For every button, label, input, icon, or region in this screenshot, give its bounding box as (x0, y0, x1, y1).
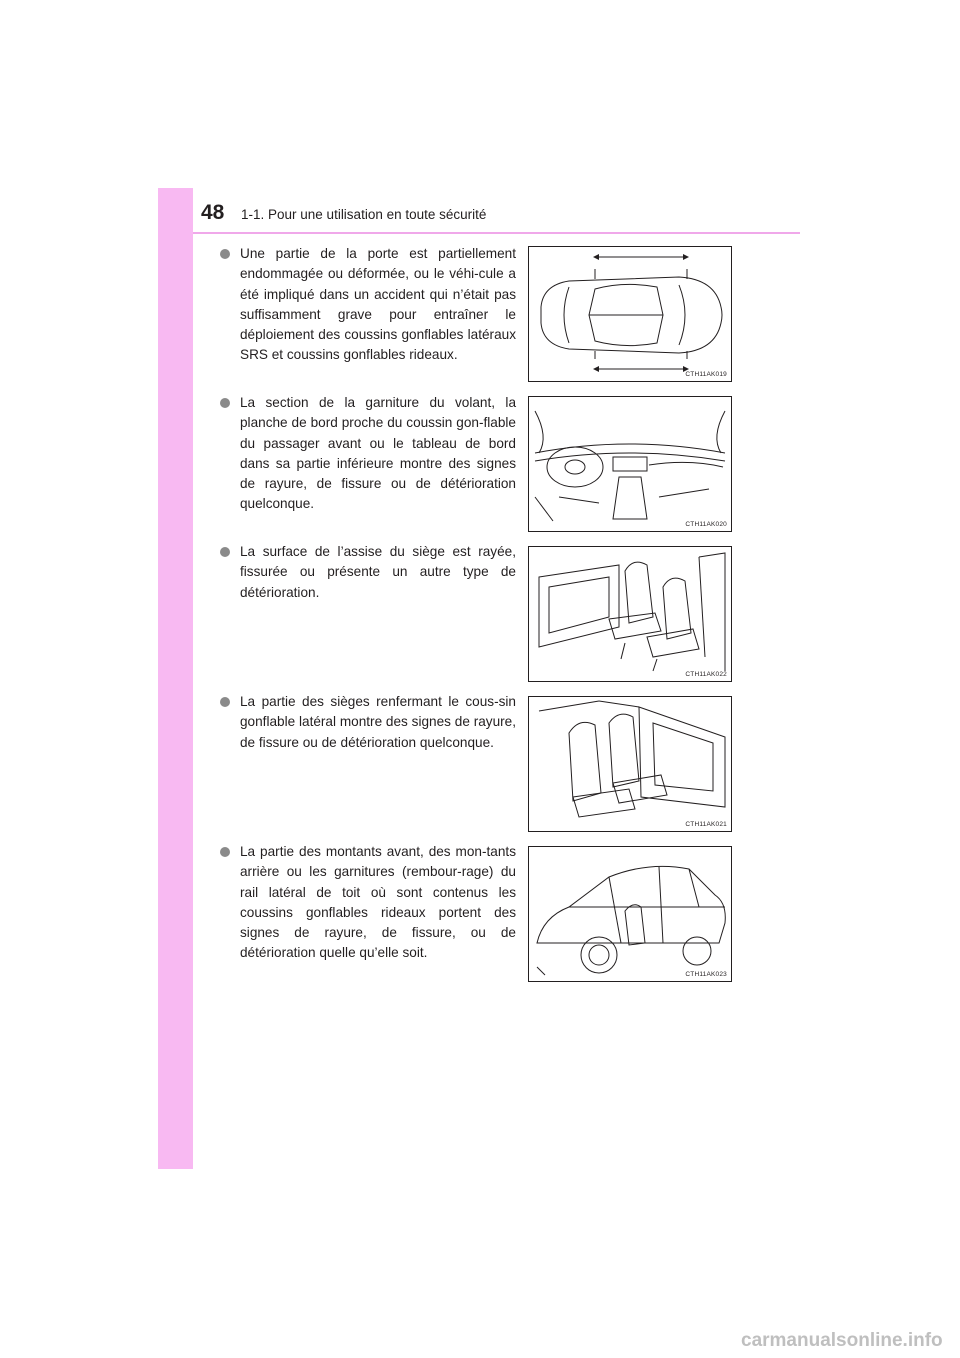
figure-code: CTH11AK019 (685, 371, 727, 378)
bullet-icon (220, 697, 230, 707)
header-divider (193, 232, 800, 234)
chapter-sidebar-tab (158, 188, 193, 1169)
list-item (222, 842, 516, 964)
figure-code: CTH11AK023 (685, 971, 727, 978)
figure-car-pillars (528, 846, 732, 982)
list-item-text: La section de la garniture du volant, la planche de bord proche du coussin gon-flable du passager avant ou le tableau de bord dans sa partie inférieure montre des signes de rayure, de fissure ou de détérioration quelconque. (240, 395, 516, 512)
seat-side-airbag-illustration (529, 697, 731, 831)
bullet-icon (220, 547, 230, 557)
list-item-text: La partie des sièges renfermant le cous-sin gonflable latéral montre des signes de rayure, de fissure ou de détérioration quelconque. (240, 694, 516, 750)
car-pillars-illustration (529, 847, 731, 981)
list-item (222, 542, 516, 603)
list-item-text: Une partie de la porte est partiellement endommagée ou déformée, ou le véhi-cule a été impliqué dans un accident qui n’était pas suffisamment grave pour entraîner le déploiement des coussins gonflables latéraux SRS et coussins gonflables rideaux. (240, 246, 516, 363)
figure-dashboard (528, 396, 732, 532)
list-item-text: La partie des montants avant, des mon-tants arrière ou les garnitures (rembour-rage) du rail latéral de toit où sont contenus les coussins gonflables rideaux portent des signes de rayure, de fissure, ou de détérioration quelle qu’elle soit. (240, 844, 516, 961)
dashboard-illustration (529, 397, 731, 531)
figure-seat-side (528, 696, 732, 832)
figure-code: CTH11AK021 (685, 821, 727, 828)
list-item-text: La surface de l’assise du siège est rayée, fissurée ou présente un autre type de détérioration. (240, 544, 516, 600)
watermark: carmanualsonline.info (741, 1330, 943, 1351)
page-number: 48 (201, 201, 225, 224)
car-top-view-illustration (529, 247, 731, 381)
list-item (222, 393, 516, 515)
figure-code: CTH11AK020 (685, 521, 727, 528)
bullet-icon (220, 398, 230, 408)
section-title: 1-1. Pour une utilisation en toute sécurité (241, 207, 487, 222)
seat-cushion-illustration (529, 547, 731, 681)
figure-seat-cushion (528, 546, 732, 682)
list-item (222, 692, 516, 753)
figure-code: CTH11AK022 (685, 671, 727, 678)
figure-car-top-view (528, 246, 732, 382)
bullet-icon (220, 249, 230, 259)
bullet-icon (220, 847, 230, 857)
list-item (222, 244, 516, 366)
